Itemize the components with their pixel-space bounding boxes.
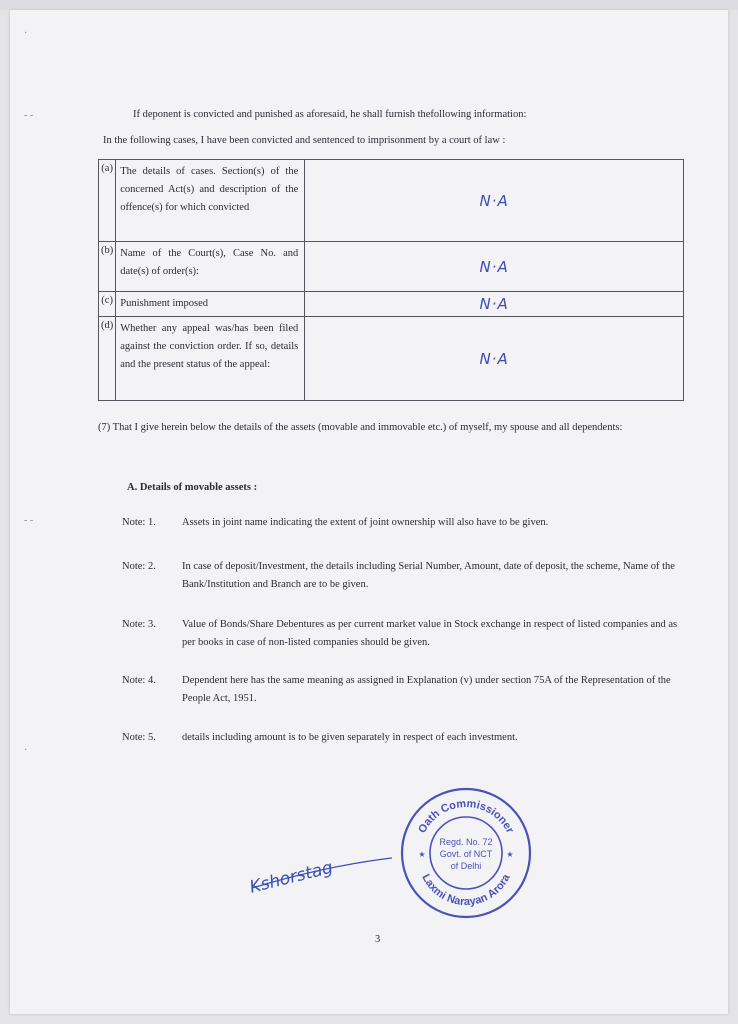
row-answer: [305, 242, 684, 292]
note-text: details including amount is to be given separately in respect of each investment.: [182, 732, 518, 743]
oath-commissioner-stamp: [398, 785, 534, 921]
note-item: [122, 514, 692, 532]
intro-line-2: In the following cases, I have been convicted and sentenced to imprisonment by a court of law :: [103, 135, 506, 146]
stamp-reg-no: Regd. No. 72: [439, 837, 493, 847]
row-label: (a): [99, 160, 116, 242]
movable-assets-heading: A. Details of movable assets :: [127, 482, 258, 493]
row-answer: [305, 160, 684, 242]
table-row: [99, 292, 684, 317]
note-item: [122, 672, 692, 708]
page-number: 3: [375, 934, 381, 945]
note-label: Note: 2.: [122, 561, 156, 572]
intro-line-1: If deponent is convicted and punished as aforesaid, he shall furnish thefollowing information:: [133, 109, 527, 120]
punch-mark: - -: [24, 515, 34, 526]
paragraph-7: (7) That I give herein below the details of the assets (movable and immovable etc.) of myself, my spouse and all dependents:: [98, 422, 623, 433]
note-text: In case of deposit/Investment, the details including Serial Number, Amount, date of deposit, the scheme, Name of the Bank/Institution and Branch are to be given.: [182, 561, 675, 590]
row-label: (b): [99, 242, 116, 292]
conviction-table: [98, 159, 684, 401]
punch-mark: ·: [24, 28, 28, 39]
note-item: [122, 729, 692, 747]
row-label: (c): [99, 292, 116, 317]
row-label: (d): [99, 317, 116, 401]
table-row: [99, 317, 684, 401]
stamp-star-icon: ★: [418, 850, 426, 859]
row-description: Name of the Court(s), Case No. and date(s) of order(s):: [116, 242, 305, 292]
row-answer: [305, 292, 684, 317]
note-text: Value of Bonds/Share Debentures as per current market value in Stock exchange in respect of listed companies and as per books in case of non-listed companies should be given.: [182, 619, 678, 648]
table-row: [99, 160, 684, 242]
note-label: Note: 3.: [122, 619, 156, 630]
stamp-top-text: Oath Commissioner: [416, 797, 516, 836]
note-item: [122, 616, 692, 652]
row-description: The details of cases. Section(s) of the concerned Act(s) and description of the offence(s) for which convicted: [116, 160, 305, 242]
handwritten-answer: N·A: [479, 191, 509, 210]
row-answer: [305, 317, 684, 401]
note-item: [122, 558, 692, 594]
handwritten-answer: N·A: [479, 257, 509, 276]
table-row: [99, 242, 684, 292]
note-label: Note: 5.: [122, 732, 156, 743]
handwritten-answer: N·A: [479, 295, 509, 313]
row-description: Punishment imposed: [116, 292, 305, 317]
note-text: Assets in joint name indicating the extent of joint ownership will also have to be given.: [182, 517, 549, 528]
note-text: Dependent here has the same meaning as assigned in Explanation (v) under section 75A of the Representation of the People Act, 1951.: [182, 675, 671, 704]
stamp-bottom-text: Laxmi Narayan Arora: [419, 872, 513, 909]
document-page: [10, 10, 728, 1014]
signature-text: Kshorstag: [247, 857, 335, 898]
punch-mark: - -: [24, 110, 34, 121]
punch-mark: ·: [24, 745, 28, 756]
stamp-star-icon: ★: [506, 850, 514, 859]
note-label: Note: 1.: [122, 517, 156, 528]
row-description: Whether any appeal was/has been filed against the conviction order. If so, details and the present status of the appeal:: [116, 317, 305, 401]
signature: [242, 828, 392, 898]
handwritten-answer: N·A: [479, 349, 509, 368]
stamp-govt: Govt. of NCT: [439, 849, 493, 859]
note-label: Note: 4.: [122, 675, 156, 686]
stamp-delhi: of Delhi: [450, 861, 482, 871]
page-top-edge: [0, 0, 738, 10]
